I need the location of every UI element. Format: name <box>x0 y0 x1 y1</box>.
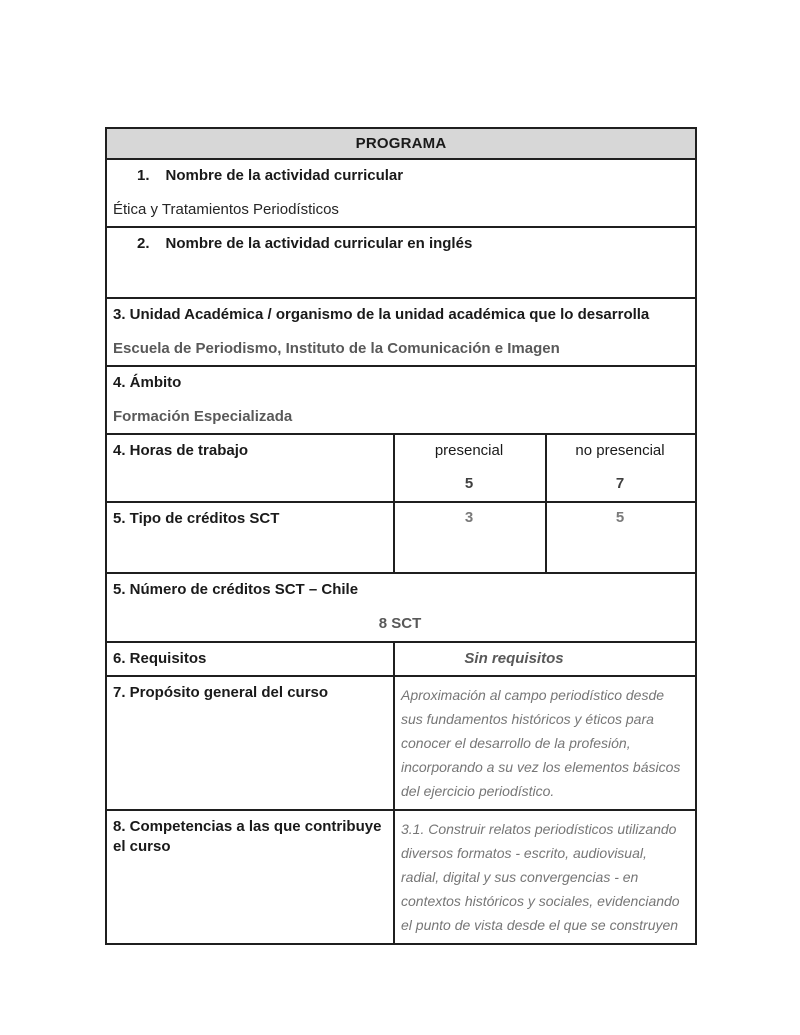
label-text: 4. Ámbito <box>113 374 182 391</box>
row-ambito <box>107 365 695 433</box>
row-numero-creditos <box>107 572 695 641</box>
row-horas-trabajo <box>107 433 695 501</box>
row-label <box>113 234 687 254</box>
value-tipo-no-presencial: 5 <box>615 509 625 526</box>
label-text: Nombre de la actividad curricular <box>165 167 404 184</box>
row-value: Formación Especializada <box>113 408 293 425</box>
col-header-presencial: presencial <box>434 442 504 459</box>
row-value: Escuela de Periodismo, Instituto de la Comunicación e Imagen <box>113 340 560 357</box>
row-unidad-academica <box>107 297 695 365</box>
row-requisitos <box>107 641 695 675</box>
row-value: 3.1. Construir relatos periodísticos utilizando diversos formatos - escrito, audiovisual, radial, digital y sus convergencias - en contextos históricos y sociales, evidenciando el punto de vista desde el que se construyen <box>401 821 680 933</box>
row-value: 8 SCT <box>378 615 422 632</box>
label-text: 5. Tipo de créditos SCT <box>113 510 280 527</box>
row-proposito <box>107 675 695 809</box>
row-competencias <box>107 809 695 943</box>
list-number: 1. <box>137 167 150 184</box>
row-label <box>113 166 687 186</box>
table-header-row <box>107 129 695 158</box>
list-number: 2. <box>137 235 150 252</box>
row-nombre-actividad <box>107 158 695 226</box>
label-text: 3. Unidad Académica / organismo de la unidad académica que lo desarrolla <box>113 306 650 323</box>
label-text: Nombre de la actividad curricular en inglés <box>165 235 473 252</box>
label-text: 4. Horas de trabajo <box>113 442 249 459</box>
row-value: Sin requisitos <box>464 650 564 667</box>
value-tipo-presencial: 3 <box>464 509 474 526</box>
label-text: 7. Propósito general del curso <box>113 684 329 701</box>
programa-table <box>105 127 697 945</box>
label-text: 6. Requisitos <box>113 650 207 667</box>
row-tipo-creditos <box>107 501 695 572</box>
value-no-presencial: 7 <box>615 475 625 492</box>
row-nombre-ingles <box>107 226 695 297</box>
table-title: PROGRAMA <box>355 135 447 152</box>
row-value: Ética y Tratamientos Periodísticos <box>113 201 339 218</box>
value-presencial: 5 <box>464 475 474 492</box>
label-text: 5. Número de créditos SCT – Chile <box>113 581 359 598</box>
col-header-no-presencial: no presencial <box>575 442 665 459</box>
row-value: Aproximación al campo periodístico desde sus fundamentos históricos y éticos para conocer el desarrollo de la profesión, incorporando a su vez los elementos básicos del ejercicio periodístico. <box>401 687 681 799</box>
label-text: 8. Competencias a las que contribuye el curso <box>113 818 382 855</box>
